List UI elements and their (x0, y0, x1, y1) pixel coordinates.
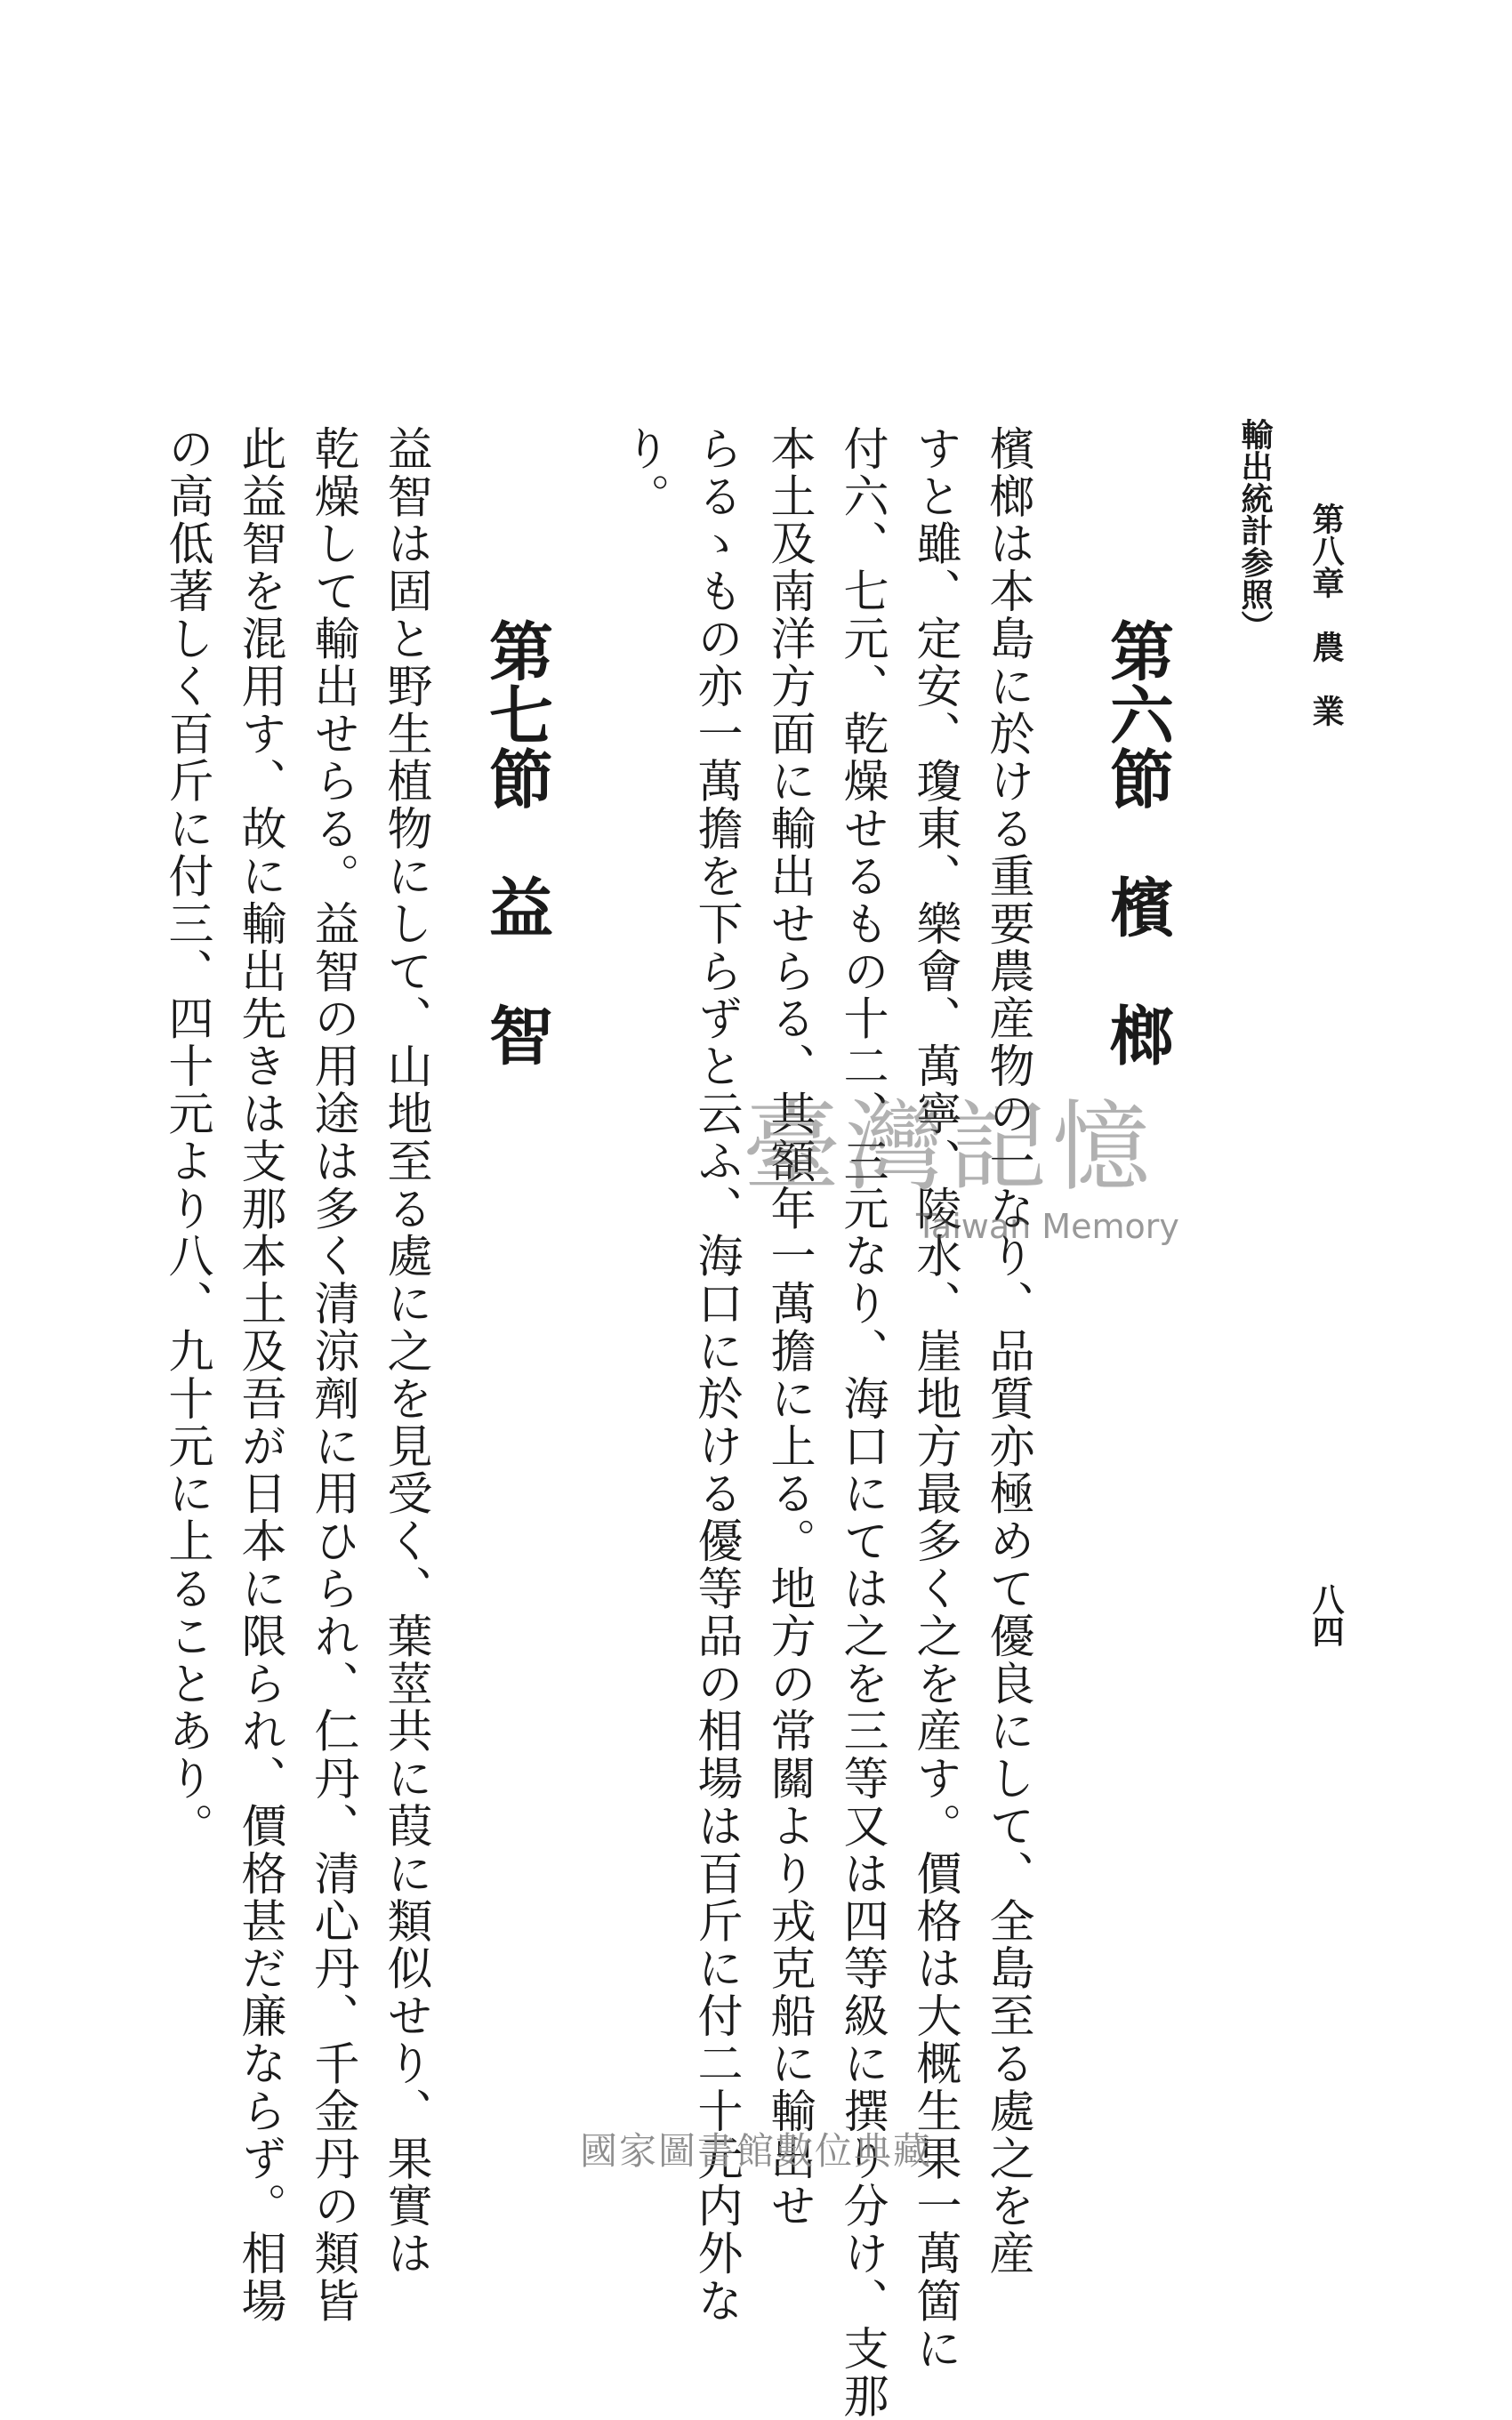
section-7-line-2: 乾燥して輸出せらる。益智の用途は多く清涼劑に用ひられ、仁丹、清心丹、千金丹の類皆 (306, 425, 358, 2325)
watermark-english: Taiwan Memory (916, 1207, 1179, 1246)
footer-library-credit: 國家圖書館數位典藏 (579, 2129, 932, 2173)
section-6-line-4: 本土及南洋方面に輸出せらる、其額年一萬擔に上る。地方の常關より戎克船に輸出せ (762, 425, 815, 2231)
section-6-line-6: り。 (616, 425, 669, 520)
section-7-heading: 第七節 益 智 (479, 618, 554, 1066)
section-6-line-1: 檳榔は本島に於ける重要農産物の一なり、品質亦極めて優良にして、全島至る處之を産 (981, 425, 1033, 2278)
section-6-line-3: 付六、七元、乾燥せるもの十二、三元なり、海口にては之を三等又は四等級に撰り分け、支那 (835, 425, 888, 2420)
section-7-line-4: の高低著しく百斤に付三、四十元より八、九十元に上ることあり。 (160, 425, 213, 1850)
section-7-line-1: 益智は固と野生植物にして、山地至る處に之を見受く、葉莖共に葭に類似せり、果實は (379, 425, 431, 2278)
page-number: 八四 (1307, 1583, 1345, 1647)
section-6-line-5: らるゝもの亦一萬擔を下らずと云ふ、海口に於ける優等品の相場は百斤に付二十元内外な (689, 425, 742, 2325)
export-statistics-note: 輸出統計参照） (1236, 418, 1274, 642)
watermark-chinese: 臺灣記憶 (743, 1090, 1155, 1204)
running-head: 第八章 農 業 (1307, 502, 1345, 727)
section-6-line-2: すと雖、定安、瓊東、樂會、萬寧、陵水、崖地方最多く之を産す。價格は大概生果一萬箇に (908, 425, 961, 2373)
section-6-heading: 第六節 檳 榔 (1099, 618, 1175, 1066)
section-7-line-3: 此益智を混用す、故に輸出先きは支那本土及吾が日本に限られ、價格甚だ廉ならず。相場 (233, 425, 286, 2325)
